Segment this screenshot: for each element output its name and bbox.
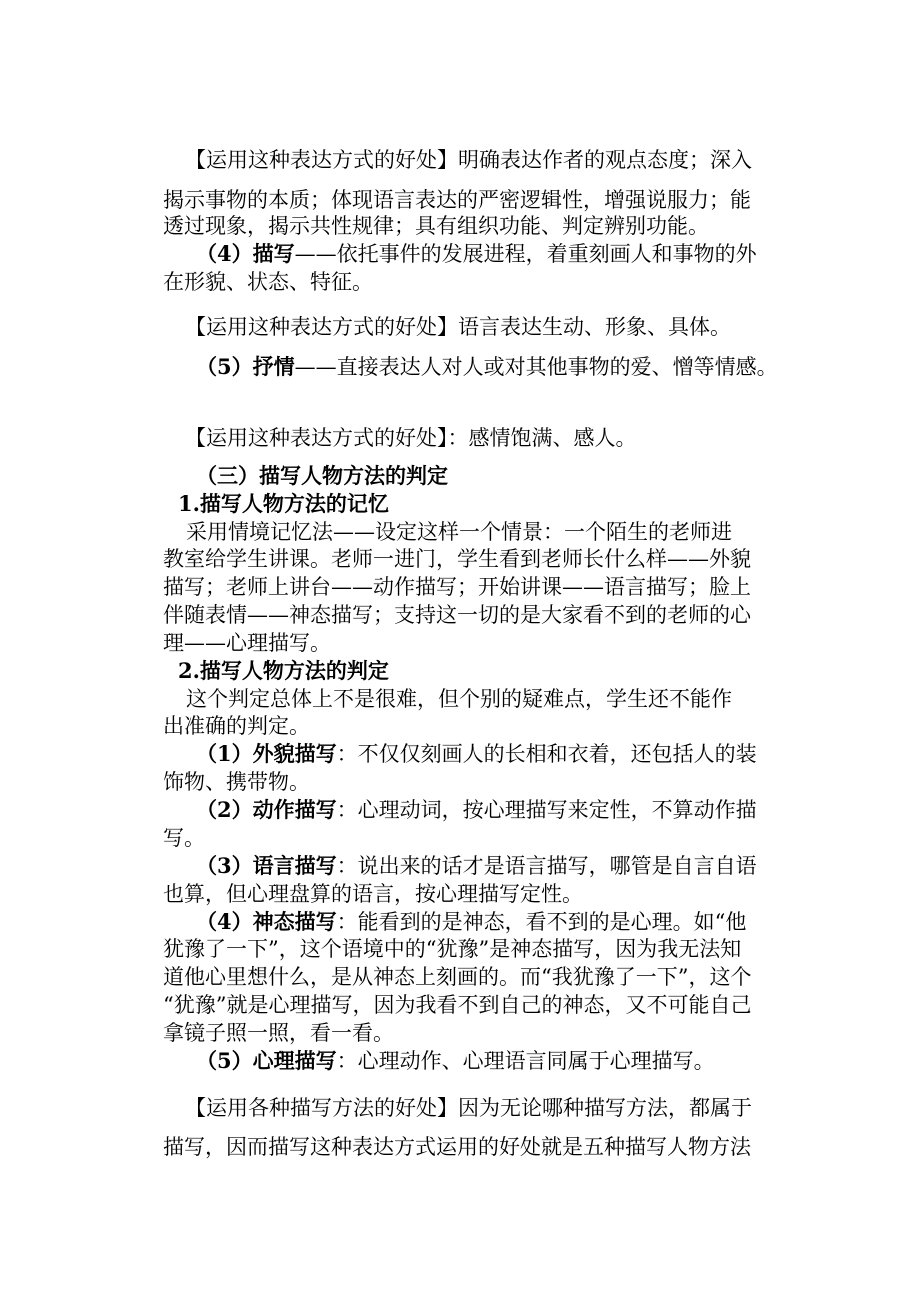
heading-text: （三）描写人物方法的判定 [196,463,448,488]
item-heading: （2）动作描写 [196,797,337,822]
paragraph-line [163,269,373,295]
item-heading: （4）描写 [196,241,295,266]
text-run: 透过现象，揭示共性规律；具有组织功能、判定辨别功能。 [163,214,709,238]
text-run: 在形貌、状态、特征。 [163,270,373,294]
paragraph-line [163,1134,751,1160]
text-run: 出准确的判定。 [163,714,310,738]
text-run: 采用情境记忆法——设定这样一个情景：一个陌生的老师进 [186,520,732,544]
paragraph-line [163,602,751,628]
text-run: 写。 [163,826,205,850]
text-run: 【运用各种描写方法的好处】因为无论哪种描写方法，都属于 [185,1096,752,1120]
item-psychology [196,1048,715,1074]
text-run: ：说出来的话才是语言描写，哪管是自言自语 [336,854,757,878]
paragraph-line [163,187,751,213]
paragraph-line [163,713,310,739]
item-expression [196,909,746,935]
text-run: 【运用这种表达方式的好处】：感情饱满、感人。 [185,426,637,450]
heading-text: 2.描写人物方法的判定 [178,658,389,683]
text-run: 描写；老师上讲台——动作描写；开始讲课——语言描写；脸上 [163,575,751,599]
text-run: ：心理动词，按心理描写来定性，不算动作描 [336,798,757,822]
paragraph-line [163,964,751,990]
text-run: ：不仅仅刻画人的长相和衣着，还包括人的装 [336,742,757,766]
text-run: “犹豫”就是心理描写，因为我看不到自己的神态，又不可能自己 [163,993,752,1017]
item-heading: （5）抒情 [196,354,295,379]
advantage-line-3 [185,425,637,451]
text-run: 拿镜子照一照，看一看。 [163,1021,394,1045]
text-run: 揭示事物的本质；体现语言表达的严密逻辑性，增强说服力；能 [163,188,751,212]
text-run: 描写，因而描写这种表达方式运用的好处就是五种描写人物方法 [163,1135,751,1159]
item-heading: （5）心理描写 [196,1048,337,1073]
advantage-line-2 [185,314,731,340]
paragraph-line [163,992,751,1018]
text-run: 教室给学生讲课。老师一进门，学生看到老师长什么样——外貌 [163,547,751,571]
paragraph-line [163,546,751,572]
text-run: 这个判定总体上不是很难，但个别的疑难点，学生还不能作 [186,687,732,711]
paragraph-line [186,686,732,712]
item-heading: （1）外貌描写 [196,741,337,766]
heading-text: 1.描写人物方法的记忆 [178,491,389,516]
text-run: ：能看到的是神态，看不到的是心理。如“他 [336,910,747,934]
advantage-line-4 [185,1095,752,1121]
paragraph-line [163,881,583,907]
advantage-line-1 [185,147,752,173]
text-run: 【运用这种表达方式的好处】语言表达生动、形象、具体。 [185,315,731,339]
text-run: ——直接表达人对人或对其他事物的爱、憎等情感。 [294,355,778,379]
item-appearance [196,741,757,767]
subsection-heading [178,491,389,517]
text-run: 道他心里想什么，是从神态上刻画的。而“我犹豫了一下”，这个 [163,965,752,989]
item-action [196,797,757,823]
item-heading: （3）语言描写 [196,853,337,878]
item-lyric [196,354,778,380]
paragraph-line [163,936,741,962]
text-run: ：心理动作、心理语言同属于心理描写。 [336,1049,715,1073]
paragraph-line [163,1020,394,1046]
subsection-heading [178,658,389,684]
text-run: 犹豫了一下”，这个语境中的“犹豫”是神态描写，因为我无法知 [163,937,742,961]
paragraph-line [163,825,205,851]
text-run: 饰物、携带物。 [163,770,310,794]
text-run: 伴随表情——神态描写；支持这一切的是大家看不到的老师的心 [163,603,751,627]
text-run: 理——心理描写。 [163,631,331,655]
text-run: 【运用这种表达方式的好处】明确表达作者的观点态度；深入 [185,148,752,172]
paragraph-line [163,574,751,600]
item-speech [196,853,757,879]
text-run: ——依托事件的发展进程，着重刻画人和事物的外 [294,242,757,266]
paragraph-line [163,213,709,239]
paragraph-line [163,630,331,656]
paragraph-line [163,769,310,795]
section-heading [196,463,448,489]
text-run: 也算，但心理盘算的语言，按心理描写定性。 [163,882,583,906]
item-heading: （4）神态描写 [196,909,337,934]
item-describe [196,241,757,267]
paragraph-line [186,519,732,545]
